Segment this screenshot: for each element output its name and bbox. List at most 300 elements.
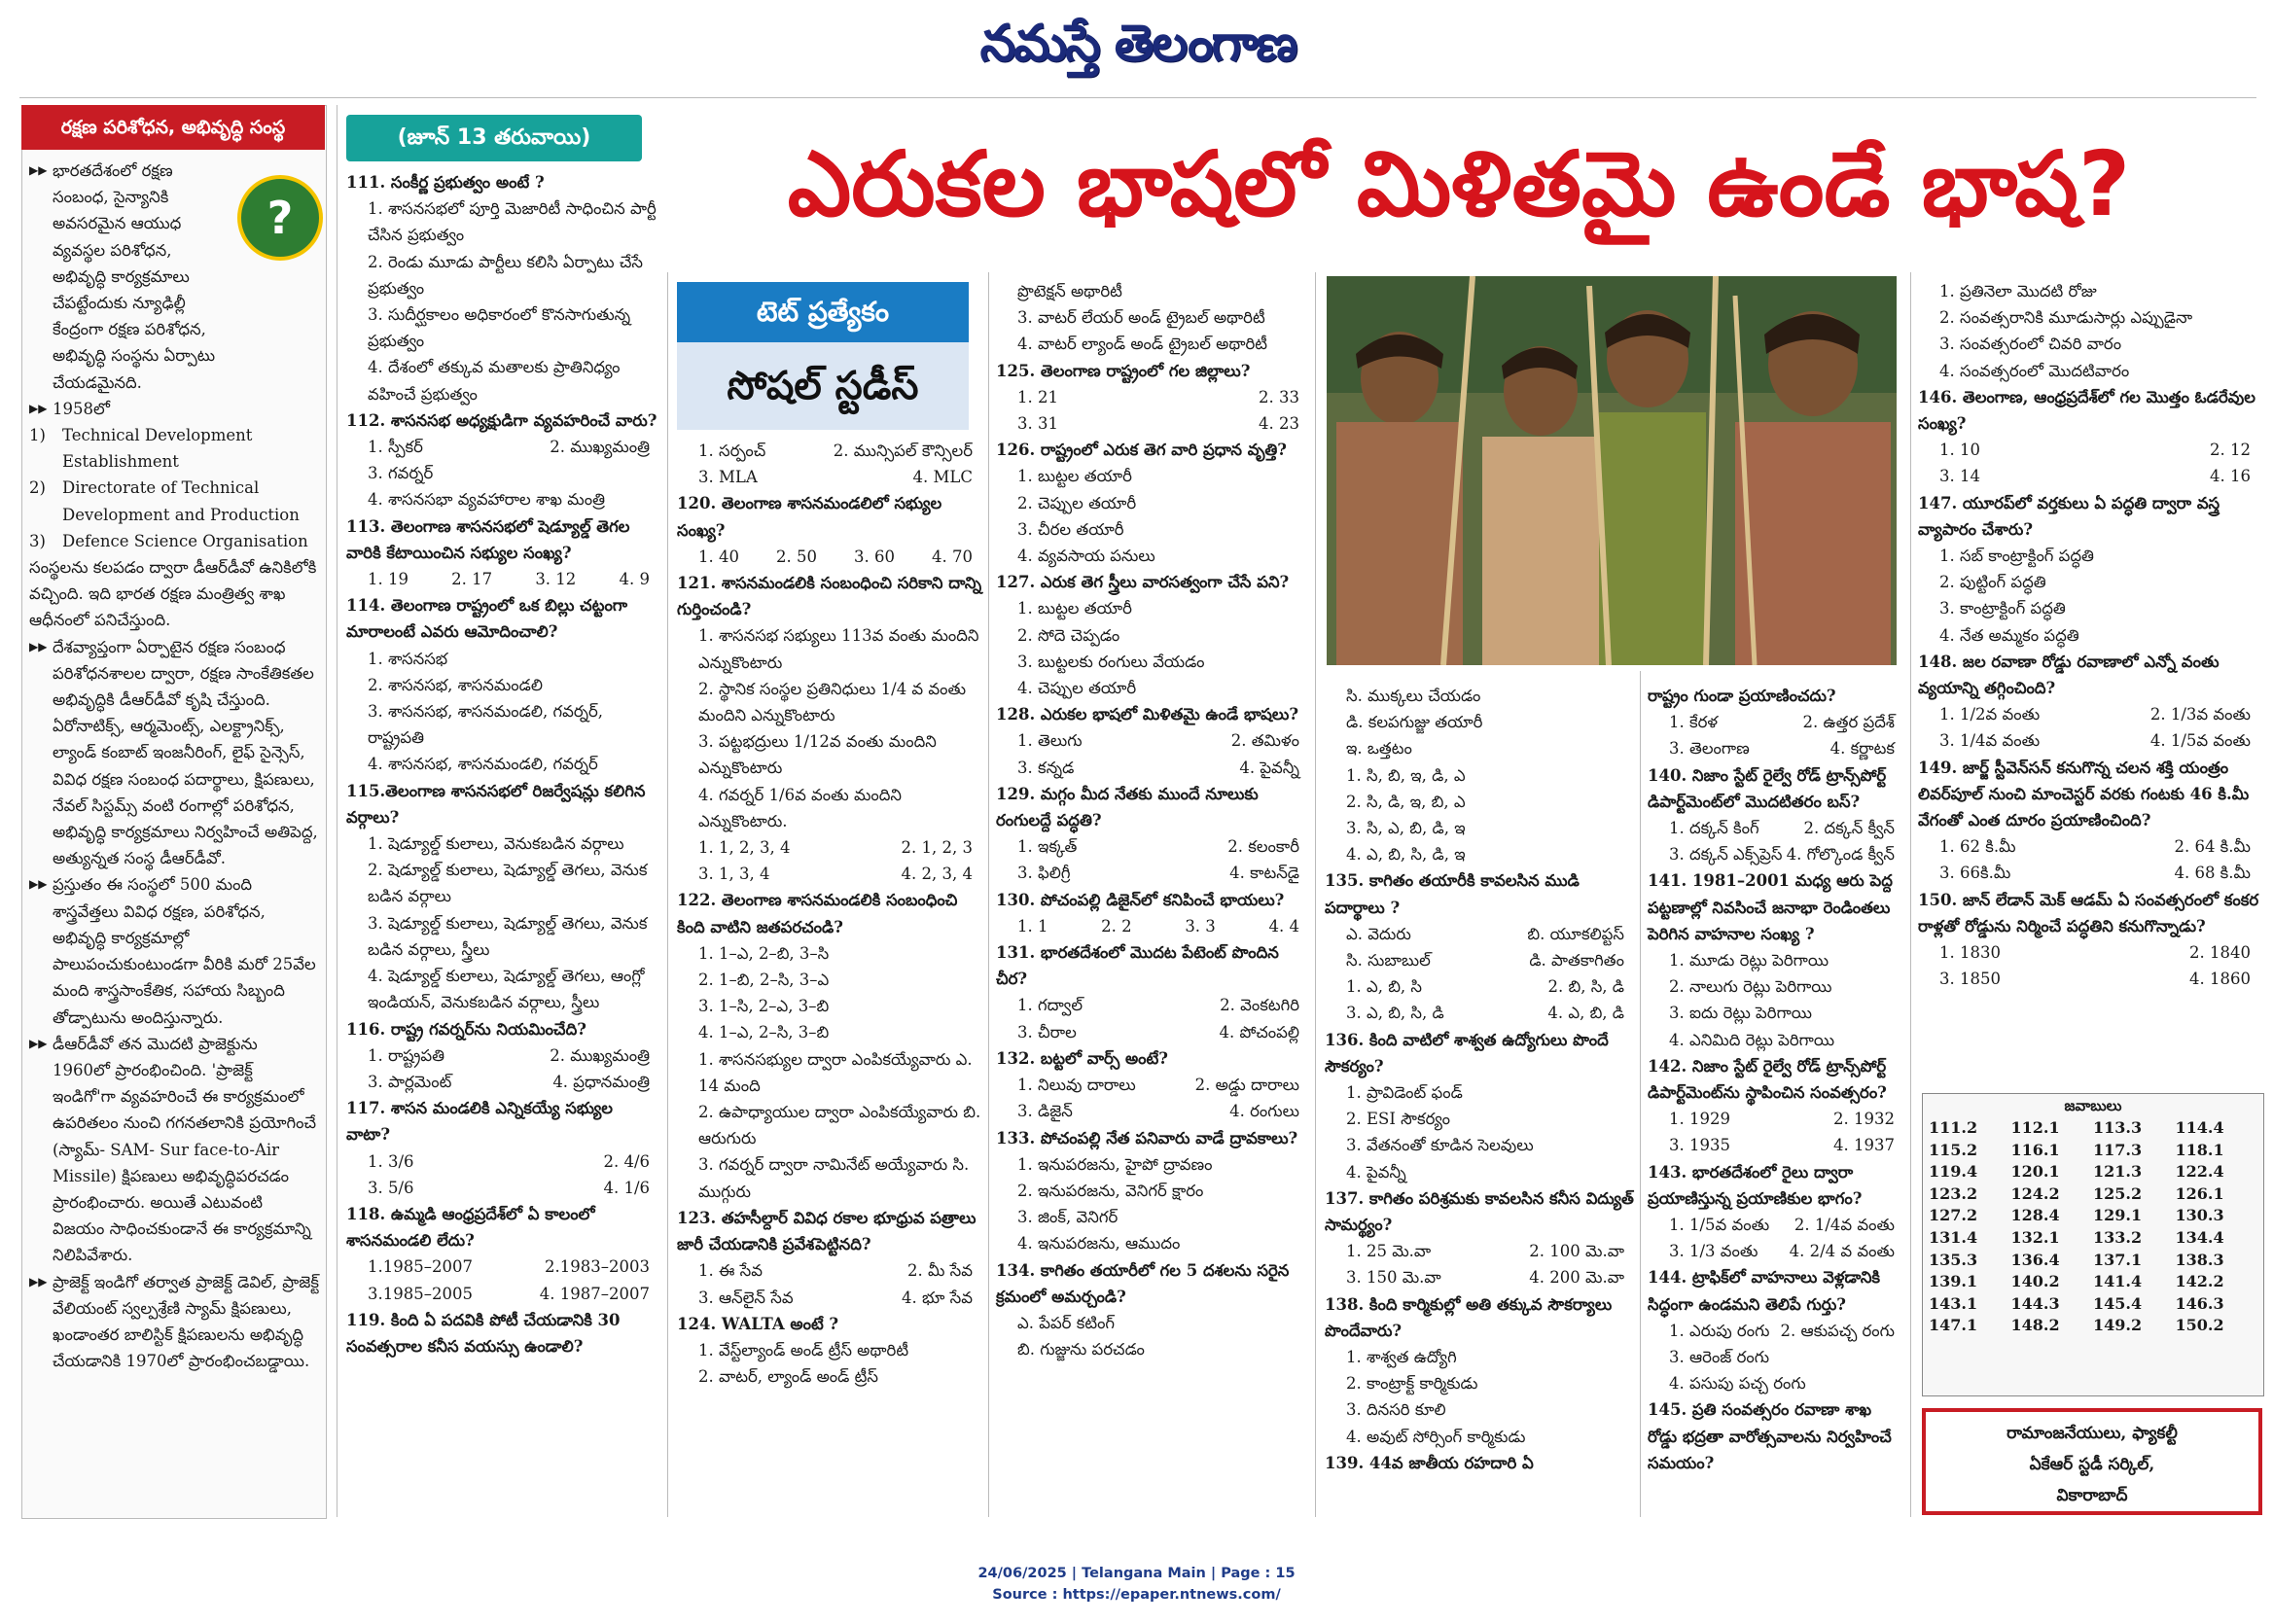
option-text: 2. కలంకారీ (1227, 837, 1299, 857)
question-text: 135. కాగితం తయారీకి కావలసిన ముడి పదార్థాలు ? (1325, 871, 1580, 917)
option-text: 3.1985–2005 (368, 1284, 473, 1303)
option-text: 1. ఈ సేవ (698, 1261, 763, 1281)
option-text: బి. గుజ్జును పరచడం (1017, 1340, 1145, 1359)
option-text: 1. శాసనసభలో పూర్తి మెజారిటీ సాధించిన పార్టీ చేసిన ప్రభుత్వం (368, 199, 657, 245)
answer-cell: 138.3 (2175, 1250, 2224, 1269)
question-text: 134. కాగితం తయారీలో గల 5 దశలను సరైన క్రమంలో అమర్చండి? (996, 1260, 1290, 1306)
option-text: 1. మూడు రెట్లు పెరిగాయి (1669, 951, 1829, 971)
option-text: 4. రంగులు (1229, 1102, 1299, 1121)
question-text: 149. జార్జ్ స్టీవెన్‌సన్ కనుగొన్న చలన శక్తి యంత్రం లివర్‌పూల్ నుంచి మాంచెస్టర్ వరకు గంటకు 46 కి.మీ వేగంతో ఎంత దూరం ప్రయాణించింది? (1918, 758, 2250, 830)
question-text: 133. పోచంపల్లి నేత పనివారు వాడే ద్రావకాలు? (996, 1128, 1298, 1147)
option-text: 4. నేత అమ్మకం పద్ధతి (1939, 625, 2079, 645)
option-text: 1. 1/5వ వంతు (1669, 1216, 1770, 1235)
option-text: 1. ఇనుపరజను, హైపో ద్రావణం (1017, 1154, 1213, 1174)
option-text: 2. 1840 (2189, 943, 2251, 963)
question-text: 139. 44వ జాతీయ రహదారి ఏ (1325, 1453, 1534, 1472)
option-text: 3. 1935 (1669, 1136, 1730, 1155)
option-text: ఎ. పేపర్ కటింగ్ (1017, 1313, 1116, 1332)
option-text: 3. 12 (535, 570, 577, 589)
option-text: 1. బుట్టల తయారీ (1017, 467, 1132, 486)
option-text: 4. షెడ్యూల్డ్ కులాలు, షెడ్యూల్డ్ తెగలు, ఆంగ్లో ఇండియన్, వెనుకబడిన వర్గాలు, స్త్రీలు (368, 967, 645, 1012)
option-text: 4. భూ సేవ (902, 1288, 973, 1307)
question-text: 118. ఉమ్మడి ఆంధ్రప్రదేశ్‌లో ఏ కాలంలో శాసనమండలి లేదు? (346, 1204, 595, 1251)
option-text: 4. వ్యవసాయ పనులు (1017, 547, 1155, 566)
option-text: 1. షెడ్యూల్డ్ కులాలు, వెనుకబడిన వర్గాలు (368, 834, 624, 854)
page-footer (0, 1563, 2273, 1606)
author-institute: ఏకేఆర్ స్టడీ సర్కిల్, (2029, 1455, 2155, 1474)
option-row (1648, 1212, 1904, 1238)
answer-key (1922, 1093, 2264, 1396)
option-text: 2. 17 (451, 570, 493, 589)
option-text: 3. చీరల తయారీ (1017, 519, 1124, 539)
option-text: 3. 1/4వ వంతు (1939, 731, 2041, 751)
column-divider (988, 272, 989, 1517)
option-text: 2. వాటర్, ల్యాండ్ అండ్ ట్రీస్ (698, 1367, 878, 1387)
answer-cell: 126.1 (2175, 1183, 2224, 1203)
option-row (1918, 437, 2260, 463)
option-text: 1. సబ్ కాంట్రాక్టింగ్ పద్ధతి (1939, 547, 2094, 566)
sidebar-para: ప్రాజెక్ట్ ఇండిగో తర్వాత ప్రాజెక్ట్ డెవిల్, ప్రాజెక్ట్ వేలియంట్ స్వల్పశ్రేణి స్యామ్ క్షిపణులు, ఖండాంతర బాలిస్టిక్ క్షిపణులను అభివృద్ధి చేయడానికి 1970లో ప్రారంభించబడ్డాయి. (53, 1272, 319, 1371)
option-text: 3. చీరాల (1017, 1022, 1077, 1041)
option-text: 4. ఎనిమిది రెట్లు పెరిగాయి (1669, 1030, 1835, 1049)
option-text: 3. శాసనసభ, శాసనమండలి, గవర్నర్, రాష్ట్రపతి (368, 702, 604, 748)
option-text: 3. 5/6 (368, 1178, 414, 1197)
option-text: 1. శాసనసభ్యుల ద్వారా ఎంపికయ్యేవారు ఎ. 14 మంది (698, 1049, 973, 1095)
option-row (1648, 1132, 1904, 1158)
option-text: 1. ప్రతినెలా మొదటి రోజు (1939, 282, 2097, 300)
option-text: 2. సంవత్సరానికి మూడుసార్లు ఎప్పుడైనా (1939, 308, 2193, 328)
sidebar-text: ▶▶ భారతదేశంలో రక్షణ సంబంధ, సైన్యానికి అవసరమైన ఆయుధ వ్యవస్థల పరిశోధన, అభివృద్ధి కార్యక్రమాలు చేపట్టేందుకు న్యూఢిల్లీ కేంద్రంగా రక్షణ పరిశోధన, అభివృద్ధి సంస్థను ఏర్పాటు చేయడమైనది. ▶▶ 1958లో 1) Technical Development Establishment 2) Directorate of Technical Development and Production 3) Defence Science Organisation సంస్థలను కలపడం ద్వారా డీఆర్‌డీవో ఉనికిలోకి వచ్చింది. ఇది భారత రక్షణ మంత్రిత్వ శాఖ ఆధీనంలో పనిచేస్తుంది. ▶▶ దేశవ్యాప్తంగా ఏర్పాటైన రక్షణ సంబంధ పరిశోధనశాలల ద్వారా, రక్షణ సాంకేతికతల అభివృద్ధికి డీఆర్‌డీవో కృషి చేస్తుంది. ఏరోనాటిక్స్, ఆర్మమెంట్స్, ఎలక్ట్రానిక్స్, ల్యాండ్ కంబాట్ ఇంజనీరింగ్, లైఫ్ సైన్సెస్, వివిధ రక్షణ సంబంధ పదార్థాలు, క్షిపణులు, నేవల్ సిస్టమ్స్ వంటి రంగాల్లో పరిశోధన, అభివృద్ధి కార్యక్రమాలు నిర్వహించే అతిపెద్ద, అత్యున్నత సంస్థ డీఆర్‌డీవో. ▶▶ ప్రస్తుతం ఈ సంస్థలో 500 మంది శాస్త్రవేత్తలు వివిధ రక్షణ, పరిశోధన, అభివృద్ధి కార్యక్రమాల్లో పాలుపంచుకుంటుండగా వీరికి మరో 25వేల మంది శాస్త్రసాంకేతిక, సహాయ సిబ్బంది తోడ్పాటును అందిస్తున్నారు. ▶▶ డీఆర్‌డీవో తన మొదటి ప్రాజెక్టును 1960లో ప్రారంభించింది. 'ప్రాజెక్ట్ ఇండిగో'గా వ్యవహరించే ఈ కార్యక్రమంలో ఉపరితలం నుంచి గగనతలానికి ప్రయోగించే (స్యామ్- SAM- Sur face-to-Air Missile) క్షిపణులు అభివృద్ధిపరచడం ప్రారంభించారు. అయితే ఎటువంటి విజయం సాధించకుండానే ఈ కార్యక్రమాన్ని నిలిపివేశారు. ▶▶ ప్రాజెక్ట్ ఇండిగో తర్వాత ప్రాజెక్ట్ డెవిల్, ప్రాజెక్ట్ వేలియంట్ స్వల్పశ్రేణి స్యామ్ క్షిపణులు, ఖండాంతర బాలిస్టిక్ క్షిపణులను అభివృద్ధి చేయడానికి 1970లో ప్రారంభించబడ్డాయి. (29, 158, 319, 1374)
option-text: 1. 3/6 (368, 1151, 414, 1171)
option-text: 4. దేశంలో తక్కువ మతాలకు ప్రాతినిధ్యం వహించే ప్రభుత్వం (368, 358, 621, 404)
option-row (677, 438, 982, 464)
option-text: 3. షెడ్యూల్డ్ కులాలు, షెడ్యూల్డ్ తెగలు, వెనుక బడిన వర్గాలు, స్త్రీలు (368, 913, 648, 959)
option-text: 3. సి, ఎ, బి, డి, ఇ (1346, 819, 1466, 838)
option-row (677, 544, 982, 570)
option-text: 4. 1937 (1833, 1136, 1895, 1155)
option-row (677, 1019, 982, 1045)
answer-cell: 122.4 (2175, 1162, 2224, 1182)
option-row (1325, 1238, 1634, 1264)
option-row (996, 833, 1309, 860)
option-text: 1.1985–2007 (368, 1257, 473, 1277)
answer-cell: 127.2 (1929, 1206, 1978, 1225)
option-row (996, 755, 1309, 781)
answer-cell: 140.2 (2010, 1272, 2060, 1291)
answer-cell: 134.4 (2175, 1227, 2224, 1247)
option-text: 1. 10 (1939, 441, 1980, 460)
option-row (1918, 860, 2260, 886)
option-text: 1. 19 (368, 570, 408, 589)
option-text: 2. ESI సౌకర్యం (1346, 1110, 1450, 1129)
option-text: 2. ఇనుపరజను, వెనిగర్ క్షారం (1017, 1181, 1204, 1200)
question-text: 121. శాసనమండలికి సంబంధించి సరికాని దాన్ని గుర్తించండి? (677, 574, 982, 619)
option-row (1648, 841, 1904, 867)
answer-cell: 124.2 (2010, 1183, 2060, 1203)
option-text: 3. 66కి.మీ (1939, 864, 2011, 883)
column-divider (667, 272, 668, 1517)
option-text: 1. దక్కన్ కింగ్ (1669, 819, 1759, 838)
answer-cell: 130.3 (2175, 1206, 2224, 1225)
option-text: 2. 1/3వ వంతు (2149, 705, 2251, 724)
option-text: ఎ. వెదురు (1346, 924, 1411, 943)
headline: ఎరుకల భాషలో మిళితమై ఉండే భాష? (787, 132, 2131, 236)
option-row (1325, 1264, 1634, 1290)
question-text: 111. సంకీర్ణ ప్రభుత్వం అంటే ? (346, 173, 545, 192)
answer-cell: 144.3 (2010, 1293, 2060, 1313)
option-text: 3. కన్నడ (1017, 758, 1075, 777)
option-row (996, 1019, 1309, 1045)
question-text: 141. 1981–2001 మధ్య ఆరు పెద్ద పట్టణాల్లో నివసించే జనాభా రెండింతలు పెరిగిన వాహనాల సంఖ్య ? (1648, 871, 1893, 943)
option-text: 3. సుదీర్ఘకాలం అధికారంలో కొనసాగుతున్న ప్రభుత్వం (368, 305, 631, 351)
option-text: సి. ముక్కలు చేయడం (1346, 687, 1481, 705)
option-text: 2. సి, డి, ఇ, బి, ఎ (1346, 792, 1466, 811)
option-text: 4. అవుట్ సోర్సింగ్ కార్మికుడు (1346, 1427, 1526, 1446)
option-text: 3. 1–సి, 2–ఎ, 3–బి (698, 997, 830, 1016)
option-text: 1. 1, 2, 3, 4 (698, 838, 791, 858)
option-row (346, 1148, 659, 1175)
option-text: 1. తెలుగు (1017, 731, 1083, 751)
footer-date-page: 24/06/2025 | Telangana Main | Page : 15 (977, 1566, 1296, 1581)
option-row (996, 1072, 1309, 1098)
option-text: 1. 1929 (1669, 1110, 1730, 1129)
option-text: 2. 64 కి.మీ (2174, 837, 2251, 857)
option-text: 4. పోచంపల్లి (1219, 1022, 1299, 1041)
sidebar-para: భారతదేశంలో రక్షణ సంబంధ, సైన్యానికి అవసరమైన ఆయుధ వ్యవస్థల పరిశోధన, అభివృద్ధి కార్యక్రమాలు చేపట్టేందుకు న్యూఢిల్లీ కేంద్రంగా రక్షణ పరిశోధన, అభివృద్ధి సంస్థను ఏర్పాటు చేయడమైనది. (53, 161, 216, 392)
answer-cell: 113.3 (2093, 1118, 2143, 1137)
answer-cell: 123.2 (1929, 1183, 1978, 1203)
option-text: 4. 4 (1268, 916, 1299, 936)
option-text: 3. గవర్నర్ (368, 464, 434, 483)
option-text: 1. 40 (698, 547, 739, 566)
option-text: డి. కలపగుజ్జు తయారీ (1346, 713, 1483, 732)
option-row (677, 993, 982, 1019)
sidebar-para: 1958లో (53, 399, 110, 418)
option-text: 1. ఇక్కత్ (1017, 837, 1078, 857)
option-row (1648, 709, 1904, 735)
author-name: రామాంజనేయులు, ఫ్యాకల్టీ (2007, 1424, 2178, 1443)
question-text: 126. రాష్ట్రంలో ఎరుక తెగ వారి ప్రధాన వృత్తి? (996, 441, 1287, 460)
option-text: 3. డిజైన్ (1017, 1102, 1073, 1121)
option-text: 4. కర్ణాటక (1829, 739, 1895, 759)
answer-cell: 132.1 (2010, 1227, 2060, 1247)
question-column (1325, 683, 1634, 1476)
option-row (996, 992, 1309, 1018)
question-text: 130. పోచంపల్లి డిజైన్‌లో కనిపించే భాయలు? (996, 890, 1285, 909)
option-text: 2. ఆకుపచ్చ రంగు (1780, 1321, 1895, 1340)
answer-cell: 121.3 (2093, 1162, 2143, 1182)
answer-cell: 120.1 (2010, 1162, 2060, 1182)
answer-cell: 112.1 (2010, 1118, 2060, 1137)
option-text: 3. 3 (1185, 916, 1216, 936)
sidebar-list-item: Technical Development Establishment (62, 426, 253, 472)
option-text: 3. జింక్, వెనిగర్ (1017, 1208, 1119, 1227)
option-row (346, 1175, 659, 1201)
question-column (677, 438, 982, 1390)
option-text: 4. 16 (2210, 467, 2251, 486)
option-row (346, 434, 659, 460)
footer-source: Source : https://epaper.ntnews.com/ (992, 1587, 1281, 1603)
option-text: 2. 50 (776, 547, 817, 566)
question-text: 146. తెలంగాణ, ఆంధ్రప్రదేశ్‌లో గల మొత్తం ఓడరేవుల సంఖ్య? (1918, 387, 2255, 434)
option-text: 4. 68 కి.మీ (2174, 864, 2251, 883)
option-row (1648, 1106, 1904, 1132)
option-row (677, 1257, 982, 1284)
question-text: 145. ప్రతి సంవత్సరం రవాణా శాఖ రోడ్డు భద్రతా వారోత్సవాలను నిర్వహించే సమయం? (1648, 1400, 1892, 1472)
option-text: 4. 2, 3, 4 (901, 865, 973, 884)
sidebar-para: సంస్థలను కలపడం ద్వారా డీఆర్‌డీవో ఉనికిలోకి వచ్చింది. ఇది భారత రక్షణ మంత్రిత్వ శాఖ ఆధీనంలో పనిచేస్తుంది. (29, 558, 317, 630)
option-text: 3. బుట్టలకు రంగులు వేయడం (1017, 652, 1205, 671)
option-text: 3. దినసరి కూలి (1346, 1400, 1446, 1420)
option-row (1648, 1238, 1904, 1264)
option-text: 1. 1 (1017, 916, 1048, 936)
question-text: 113. తెలంగాణ శాసనసభలో షెడ్యూల్డ్ తెగల వారికి కేటాయించిన సభ్యుల సంఖ్య? (346, 516, 630, 562)
option-text: 4. పైవన్నీ (1346, 1162, 1406, 1182)
question-text: 119. కింది ఏ పదవికి పోటీ చేయడానికి 30 సంవత్సరాల కనీస వయస్సు ఉండాలి? (346, 1310, 621, 1356)
answer-cell: 135.3 (1929, 1250, 1978, 1269)
option-text: 3. 1, 3, 4 (698, 865, 770, 884)
masthead-divider (19, 97, 2256, 98)
option-text: ఇ. ఒత్తటం (1346, 739, 1412, 759)
option-text: 2. 1, 2, 3 (901, 838, 973, 858)
column-divider (1910, 272, 1911, 1517)
option-text: 1. స్పీకర్ (368, 438, 423, 457)
option-row (346, 1069, 659, 1095)
option-row (1918, 727, 2260, 754)
option-text: 3. 1850 (1939, 970, 2001, 989)
answer-cell: 118.1 (2175, 1140, 2224, 1159)
option-text: 3. ఐదు రెట్లు పెరిగాయి (1669, 1004, 1812, 1023)
answer-cell: 128.4 (2010, 1206, 2060, 1225)
question-text: 132. బట్టలో వార్స్ అంటే? (996, 1048, 1168, 1068)
option-text: 2. 33 (1259, 387, 1299, 406)
option-text: 3. కాంట్రాక్టింగ్ పద్ధతి (1939, 599, 2066, 618)
answer-cell: 131.4 (1929, 1227, 1978, 1247)
option-text: 2. 12 (2210, 441, 2251, 460)
option-text: 3. 31 (1017, 414, 1058, 434)
option-text: 2. అడ్డు దారాలు (1194, 1076, 1299, 1095)
question-column (1648, 683, 1904, 1476)
option-text: 3. ఫిలిగ్రీ (1017, 864, 1071, 883)
sidebar-para: డీఆర్‌డీవో తన మొదటి ప్రాజెక్టును 1960లో ప్రారంభించింది. 'ప్రాజెక్ట్ ఇండిగో'గా వ్యవహరించే ఈ కార్యక్రమంలో ఉపరితలం నుంచి గగనతలానికి ప్రయోగించే (స్యామ్- SAM- Sur face-to-Air Missile) క్షిపణులు అభివృద్ధిపరచడం ప్రారంభించారు. అయితే ఎటువంటి విజయం సాధించకుండానే ఈ కార్యక్రమాన్ని నిలిపివేశారు. (53, 1034, 317, 1265)
option-text: 4. గవర్నర్ 1/6వ వంతు మందిని ఎన్నుకొంటారు. (698, 785, 903, 830)
option-text: 3. వాటర్ లేయర్ అండ్ ట్రైబల్ అథారిటీ (1017, 308, 1265, 328)
question-text: 143. భారతదేశంలో రైలు ద్వారా ప్రయాణిస్తున్న ప్రయాణికుల భాగం? (1648, 1162, 1863, 1208)
question-column (996, 278, 1309, 1362)
option-text: 4. శాసనసభ, శాసనమండలి, గవర్నర్ (368, 755, 598, 774)
option-text: 1. శాసనసభ సభ్యులు 113వ వంతు మందిని ఎన్నుకొంటారు (698, 626, 979, 672)
answer-cell: 143.1 (1929, 1293, 1978, 1313)
option-text: 2. ఉపాధ్యాయుల ద్వారా ఎంపికయ్యేవారు బి. ఆరుగురు (698, 1103, 981, 1148)
option-text: 1. 21 (1017, 387, 1058, 406)
option-text: 4. ప్రధానమంత్రి (552, 1072, 650, 1091)
option-text: 3. పట్టభద్రులు 1/12వ వంతు మందిని ఎన్నుకొంటారు (698, 732, 937, 778)
answer-cell: 111.2 (1929, 1118, 1978, 1137)
option-text: 3. దక్కన్ ఎక్స్‌ప్రెస్ (1669, 845, 1783, 865)
option-text: 4. 23 (1259, 414, 1299, 434)
option-text: 3. 1/3 వంతు (1669, 1242, 1758, 1261)
option-text: 2. బి, సి, డి (1547, 977, 1624, 997)
author-credit (1922, 1408, 2262, 1515)
option-row (1325, 947, 1634, 973)
option-text: 1. ఎరుపు రంగు (1669, 1321, 1770, 1340)
option-text: 1. వేస్ట్‌ల్యాండ్ అండ్ ట్రీస్ అథారిటీ (698, 1340, 909, 1359)
option-row (346, 1253, 659, 1280)
question-text: 138. కింది కార్మికుల్లో అతి తక్కువ సౌకర్యాలు పొందేవారు? (1325, 1294, 1613, 1340)
question-text: 147. యూరప్‌లో వర్తకులు ఏ పద్ధతి ద్వారా వస్త్ర వ్యాపారం చేశారు? (1918, 493, 2220, 539)
quiz-badge-icon: ? (237, 175, 323, 261)
option-text: 1. శాశ్వత ఉద్యోగి (1346, 1348, 1457, 1367)
answer-cell: 114.4 (2175, 1118, 2224, 1137)
option-row (677, 834, 982, 861)
option-text: 3. 150 మె.వా (1346, 1268, 1441, 1288)
option-text: 1. ఎ, బి, సి (1346, 977, 1423, 997)
option-text: 2. ముఖ్యమంత్రి (550, 1045, 650, 1065)
option-text: 3. వేతనంతో కూడిన సెలవులు (1346, 1136, 1534, 1155)
question-text: 123. తహసీల్దార్ వివిధ రకాల భూధ్రువ పత్రాలు జారీ చేయడానికి ప్రవేశపెట్టినది? (677, 1208, 977, 1254)
answer-cell: 145.4 (2093, 1293, 2143, 1313)
option-row (346, 566, 659, 592)
option-text: 3. ఆన్‌లైన్ సేవ (698, 1288, 794, 1307)
subject-label: సోషల్ స్టడీస్ (677, 342, 969, 430)
question-text: 124. WALTA అంటే ? (677, 1314, 839, 1333)
option-text: 4. 70 (932, 547, 973, 566)
option-row (1918, 966, 2260, 992)
option-text: 1. శాసనసభ (368, 649, 448, 668)
option-text: 3. సంవత్సరంలో చివరి వారం (1939, 335, 2122, 354)
option-text: 2. కాంట్రాక్ట్ కార్మికుడు (1346, 1374, 1478, 1394)
question-column (1918, 278, 2260, 992)
option-text: 2. పుట్టింగ్ పద్ధతి (1939, 573, 2046, 592)
option-text: 1. నిలువు దారాలు (1017, 1076, 1136, 1095)
option-text: 3. MLA (698, 468, 758, 487)
option-text: 4. ఎ, బి, డి (1547, 1004, 1624, 1023)
sidebar-para: దేశవ్యాప్తంగా ఏర్పాటైన రక్షణ సంబంధ పరిశోధనశాలల ద్వారా, రక్షణ సాంకేతికతల అభివృద్ధికి డీఆర్‌డీవో కృషి చేస్తుంది. ఏరోనాటిక్స్, ఆర్మమెంట్స్, ఎలక్ట్రానిక్స్, ల్యాండ్ కంబాట్ ఇంజనీరింగ్, లైఫ్ సైన్సెస్, వివిధ రక్షణ సంబంధ పదార్థాలు, క్షిపణులు, నేవల్ సిస్టమ్స్ వంటి రంగాల్లో పరిశోధన, అభివృద్ధి కార్యక్రమాలు నిర్వహించే అతిపెద్ద, అత్యున్నత సంస్థ డీఆర్‌డీవో. (53, 637, 318, 868)
option-text: 2. మీ సేవ (906, 1261, 973, 1281)
option-text: 3. తెలంగాణ (1669, 739, 1750, 759)
option-text: 4. 1/5వ వంతు (2149, 731, 2251, 751)
question-text: 129. మగ్గం మీద నేతకు ముందే నూలుకు రంగులద్దే పద్ధతి? (996, 784, 1259, 830)
answer-cell: 141.4 (2093, 1272, 2143, 1291)
option-text: 2. 2 (1101, 916, 1132, 936)
option-row (1648, 815, 1904, 841)
answer-key-title: జవాబులు (2064, 1097, 2122, 1114)
option-text: 4. సంవత్సరంలో మొదటివారం (1939, 361, 2130, 380)
option-text: 2. సోదె చెప్పడం (1017, 625, 1120, 645)
answer-cell: 137.1 (2093, 1250, 2143, 1269)
option-text: 1. బుట్టల తయారీ (1017, 599, 1132, 618)
column-divider (1640, 671, 1641, 1517)
author-place: వికారాబాద్ (2056, 1486, 2128, 1505)
option-row (677, 1285, 982, 1311)
option-text: 1. 25 మె.వా (1346, 1242, 1432, 1261)
option-text: ప్రొటెక్షన్ అథారిటీ (1017, 282, 1122, 300)
option-text: 4. 1/6 (603, 1178, 650, 1197)
option-text: 4. వాటర్ ల్యాండ్ అండ్ ట్రైబల్ అథారిటీ (1017, 335, 1268, 354)
option-text: 2. ఉత్తర ప్రదేశ్ (1802, 713, 1895, 732)
answer-cell: 136.4 (2010, 1250, 2060, 1269)
option-row (677, 940, 982, 967)
option-text: 4. చెప్పుల తయారీ (1017, 679, 1137, 698)
option-text: 4. శాసనసభా వ్యవహారాల శాఖ మంత్రి (368, 490, 605, 510)
answer-cell: 149.2 (2093, 1316, 2143, 1335)
option-row (1648, 735, 1904, 761)
sidebar-para: ప్రస్తుతం ఈ సంస్థలో 500 మంది శాస్త్రవేత్తలు వివిధ రక్షణ, పరిశోధన, అభివృద్ధి కార్యక్రమాల్లో పాలుపంచుకుంటుండగా వీరికి మరో 25వేల మంది శాస్త్రసాంకేతిక, సహాయ సిబ్బంది తోడ్పాటును అందిస్తున్నారు. (53, 875, 316, 1027)
option-text: 1. కేరళ (1669, 713, 1719, 732)
tet-special-label: టెట్ ప్రత్యేకం (677, 282, 969, 342)
option-text: 1. సి, బి, ఇ, డి, ఎ (1346, 765, 1466, 785)
option-text: 4. 1–ఎ, 2–సి, 3–బి (698, 1023, 830, 1042)
option-text: 4. పైవన్నీ (1239, 758, 1299, 777)
option-text: 4. ఎ, బి, సి, డి, ఇ (1346, 845, 1466, 865)
answer-cell: 150.2 (2175, 1316, 2224, 1335)
option-text: 3. 60 (854, 547, 895, 566)
option-row (996, 727, 1309, 754)
question-text: 115.తెలంగాణ శాసనసభలో రిజర్వేషన్లు కలిగిన వర్గాలు? (346, 781, 646, 827)
question-text: రాష్ట్రం గుండా ప్రయాణించదు? (1648, 687, 1836, 705)
option-text: 2. శాసనసభ, శాసనమండలి (368, 675, 543, 694)
option-row (1918, 939, 2260, 966)
option-text: 4. ఇనుపరజను, ఆముదం (1017, 1234, 1181, 1253)
option-text: 2. నాలుగు రెట్లు పెరిగాయి (1669, 977, 1832, 997)
continuation-tag: (జూన్ 13 తరువాయి) (346, 115, 642, 161)
option-row (346, 1042, 659, 1069)
option-text: 4. గోల్కొండ క్వీన్ (1786, 845, 1895, 865)
question-text: 137. కాగితం పరిశ్రమకు కావలసిన కనీస విద్యుత్ సామర్థ్యం? (1325, 1188, 1634, 1235)
option-row (996, 1098, 1309, 1124)
question-text: 128. ఎరుకల భాషలో మిళితమై ఉండే భాషలు? (996, 705, 1299, 724)
option-row (1648, 1318, 1904, 1344)
option-row (996, 860, 1309, 886)
answer-cell: 117.3 (2093, 1140, 2143, 1159)
option-text: 3. 14 (1939, 467, 1980, 486)
option-text: డి. పాతకాగితం (1529, 951, 1624, 971)
option-text: 4. పసుపు పచ్చ రంగు (1669, 1374, 1806, 1394)
option-text: 2. మున్సిపల్ కౌన్సిలర్ (833, 441, 973, 460)
question-text: 114. తెలంగాణ రాష్ట్రంలో ఒక బిల్లు చట్టంగా మారాలంటే ఎవరు ఆమోదించాలి? (346, 596, 628, 642)
option-text: 2. 1/4వ వంతు (1794, 1216, 1895, 1235)
question-text: 131. భారతదేశంలో మొదట పేటెంట్ పొందిన చీర? (996, 943, 1279, 989)
question-text: 136. కింది వాటిలో శాశ్వత ఉద్యోగులు పొందే సౌకర్యం? (1325, 1030, 1609, 1076)
answer-cell: 125.2 (2093, 1183, 2143, 1203)
option-text: 3. ఎ, బి, సి, డి (1346, 1004, 1444, 1023)
sidebar-title: రక్షణ పరిశోధన, అభివృద్ధి సంస్థ (21, 105, 325, 150)
question-text: 127. ఎరుక తెగ స్త్రీలు వారసత్వంగా చేసే పని? (996, 573, 1290, 592)
option-text: 3. గవర్నర్ ద్వారా నామినేట్ అయ్యేవారు సి. ముగ్గురు (698, 1155, 970, 1201)
option-row (996, 410, 1309, 437)
question-text: 140. నిజాం స్టేట్ రైల్వే రోడ్ ట్రాన్స్‌పోర్ట్ డిపార్ట్‌మెంట్‌లో మొదటితరం బస్? (1648, 765, 1887, 811)
option-text: 2. 1932 (1833, 1110, 1895, 1129)
option-text: 2. స్థానిక సంస్థల ప్రతినిధులు 1/4 వ వంతు మందిని ఎన్నుకొంటారు (698, 679, 967, 725)
sidebar-list-item: Directorate of Technical Development and Production (62, 478, 300, 524)
question-text: 148. జల రవాణా రోడ్డు రవాణాలో ఎన్నో వంతు వ్యయాన్ని తగ్గించింది? (1918, 652, 2220, 698)
option-text: 4. 2/4 వ వంతు (1789, 1242, 1895, 1261)
option-text: బి. యూకలిప్టస్ (1527, 924, 1624, 943)
question-text: 144. ట్రాఫిక్‌లో వాహనాలు వెళ్లడానికి సిద్ధంగా ఉండమని తెలిపే గుర్తు? (1648, 1268, 1881, 1314)
option-text: 3. ఆరెంజ్ రంగు (1669, 1348, 1770, 1367)
option-text: 2. 4/6 (603, 1151, 650, 1171)
option-text: 4. 200 మె.వా (1529, 1268, 1624, 1288)
option-row (996, 913, 1309, 939)
question-text: 122. తెలంగాణ శాసనమండలికి సంబంధించి కింది వాటిని జతపరచండి? (677, 891, 958, 936)
option-text: 1. గద్వాల్ (1017, 996, 1083, 1015)
answer-cell: 119.4 (1929, 1162, 1978, 1182)
option-text: 1. 1–ఎ, 2–బి, 3–సి (698, 943, 830, 963)
option-text: 4. 9 (619, 570, 650, 589)
answer-cell: 139.1 (1929, 1272, 1978, 1291)
answer-key-grid (1923, 1117, 2263, 1337)
option-text: 4. 1860 (2189, 970, 2251, 989)
